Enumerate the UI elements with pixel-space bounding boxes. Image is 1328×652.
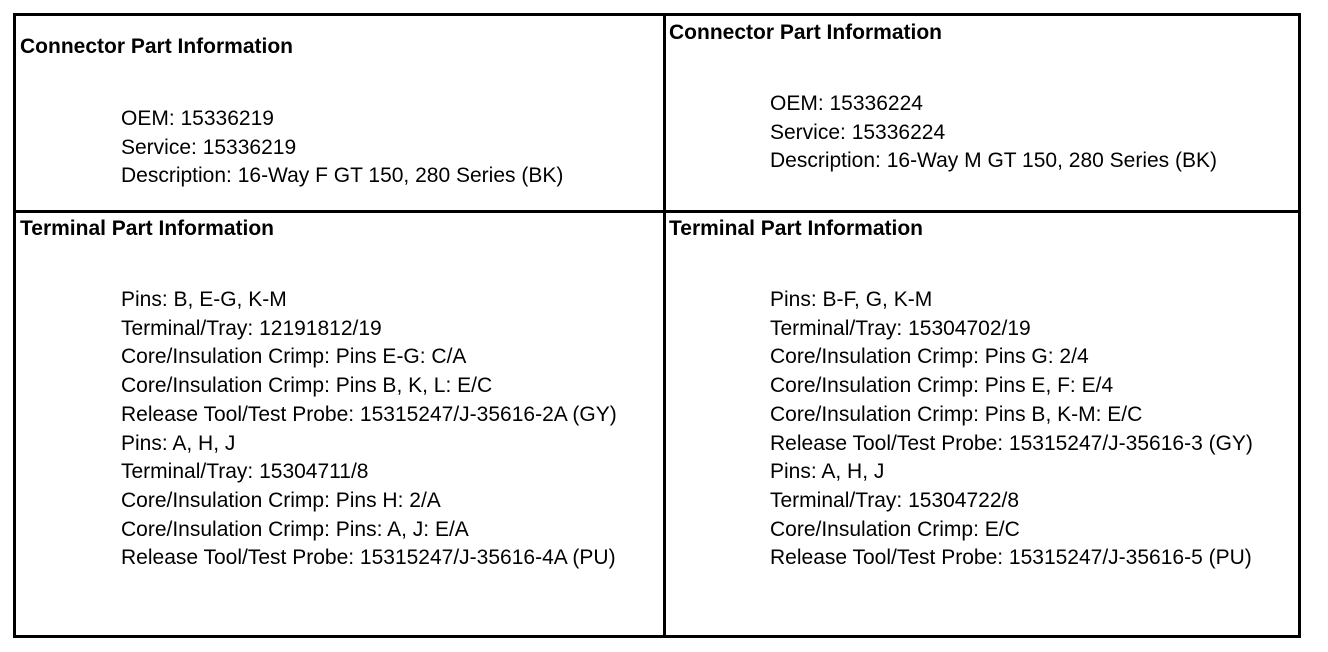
terminal-heading-left: Terminal Part Information — [20, 217, 274, 240]
terminal-left-line: Release Tool/Test Probe: 15315247/J-35616-4A (PU) — [121, 546, 616, 570]
connector-info-right-cell — [669, 20, 1297, 210]
terminal-right-line: Pins: B-F, G, K-M — [770, 288, 933, 311]
terminal-left-line: Core/Insulation Crimp: Pins H: 2/A — [121, 488, 441, 512]
connector-details-right — [770, 90, 1290, 176]
connector-left-oem: OEM: 15336219 — [121, 107, 274, 130]
terminal-right-line: Core/Insulation Crimp: E/C — [770, 517, 1020, 541]
connector-right-service: Service: 15336224 — [770, 120, 946, 144]
terminal-left-line: Core/Insulation Crimp: Pins: A, J: E/A — [121, 517, 469, 541]
terminal-right-line: Release Tool/Test Probe: 15315247/J-35616-3 (GY) — [770, 431, 1253, 455]
terminal-right-line: Terminal/Tray: 15304702/19 — [770, 316, 1031, 340]
connector-left-service: Service: 15336219 — [121, 135, 297, 159]
terminal-details-right — [770, 286, 1294, 573]
terminal-left-line: Pins: A, H, J — [121, 431, 236, 455]
terminal-details-left — [121, 286, 641, 573]
terminal-left-line: Core/Insulation Crimp: Pins E-G: C/A — [121, 345, 467, 369]
terminal-info-left-cell — [20, 216, 663, 636]
connector-left-description: Description: 16-Way F GT 150, 280 Series (BK) — [121, 164, 564, 188]
terminal-right-line: Terminal/Tray: 15304722/8 — [770, 488, 1020, 512]
connector-heading-right: Connector Part Information — [669, 21, 943, 44]
column-divider — [663, 16, 666, 635]
row-divider — [16, 210, 1298, 213]
connector-heading-left: Connector Part Information — [20, 35, 294, 58]
terminal-right-line: Core/Insulation Crimp: Pins B, K-M: E/C — [770, 402, 1143, 426]
terminal-heading-right: Terminal Part Information — [669, 217, 923, 240]
terminal-right-line: Pins: A, H, J — [770, 460, 885, 484]
connector-details-left — [121, 105, 661, 191]
terminal-left-line: Terminal/Tray: 12191812/19 — [121, 316, 382, 340]
connector-info-left-cell — [20, 34, 663, 210]
parts-table — [13, 13, 1301, 638]
connector-right-oem: OEM: 15336224 — [770, 92, 923, 115]
terminal-right-line: Core/Insulation Crimp: Pins E, F: E/4 — [770, 374, 1114, 398]
terminal-right-line: Release Tool/Test Probe: 15315247/J-35616-5 (PU) — [770, 546, 1252, 570]
terminal-left-line: Core/Insulation Crimp: Pins B, K, L: E/C — [121, 374, 493, 398]
terminal-info-right-cell — [669, 216, 1297, 636]
terminal-left-line: Pins: B, E-G, K-M — [121, 288, 287, 311]
terminal-right-line: Core/Insulation Crimp: Pins G: 2/4 — [770, 345, 1089, 369]
connector-right-description: Description: 16-Way M GT 150, 280 Series (BK) — [770, 149, 1217, 173]
terminal-left-line: Terminal/Tray: 15304711/8 — [121, 460, 369, 484]
terminal-left-line: Release Tool/Test Probe: 15315247/J-35616-2A (GY) — [121, 402, 617, 426]
